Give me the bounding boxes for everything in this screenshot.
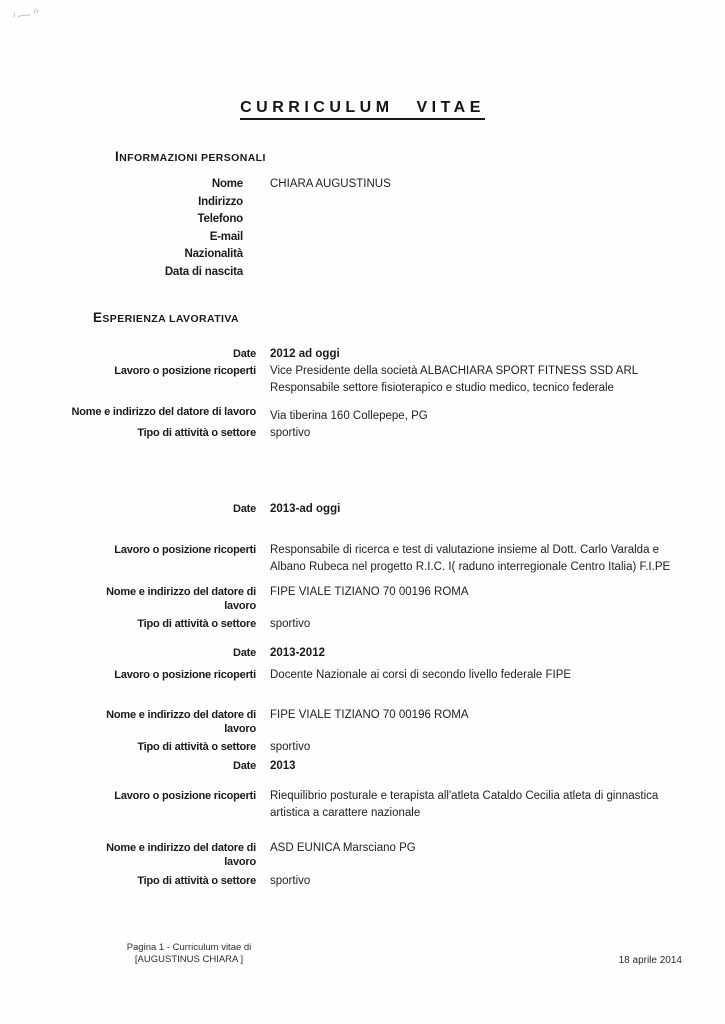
employer-row <box>0 404 725 425</box>
sector-row <box>0 425 725 442</box>
role-value-line: Vice Presidente della società ALBACHIARA SPORT FITNESS SSD ARL <box>270 365 639 377</box>
date-value: 2012 ad oggi <box>270 348 340 360</box>
section-heading-esperienza-lavorativa: ESPERIENZA LAVORATIVA <box>93 310 239 325</box>
sector-value: sportivo <box>270 427 311 439</box>
field-label-nazionalita: Nazionalità <box>184 248 243 261</box>
role-value <box>256 542 725 576</box>
sector-row <box>0 873 725 890</box>
employer-label: Nome e indirizzo del datore di lavoro <box>106 842 256 868</box>
role-row <box>0 363 725 397</box>
date-row <box>0 758 725 775</box>
personal-field-row <box>0 195 725 213</box>
role-value-line: artistica a carattere nazionale <box>270 807 421 819</box>
page-title <box>0 99 725 120</box>
employer-value: FIPE VIALE TIZIANO 70 00196 ROMA <box>270 586 469 598</box>
date-row <box>0 645 725 662</box>
employer-value: FIPE VIALE TIZIANO 70 00196 ROMA <box>270 709 469 721</box>
field-label-telefono: Telefono <box>197 213 243 226</box>
role-value-line: Responsabile di ricerca e test di valutazione insieme al Dott. Carlo Varalda e <box>270 544 660 556</box>
role-value <box>256 667 725 684</box>
role-value-line: Albano Rubeca nel progetto R.I.C. I( raduno interregionale Centro Italia) F.I.PE <box>270 561 671 573</box>
role-label: Lavoro o posizione ricoperti <box>114 365 256 377</box>
field-label-nome: Nome <box>211 178 243 190</box>
date-label: Date <box>232 348 256 360</box>
sector-label: Tipo di attività o settore <box>137 618 256 630</box>
employer-row <box>0 840 725 869</box>
sector-label: Tipo di attività o settore <box>137 427 256 439</box>
field-value-indirizzo <box>243 195 270 213</box>
personal-field-row <box>0 265 725 283</box>
footer-page-info-line2: [AUGUSTINUS CHIARA ] <box>134 953 244 965</box>
date-label: Date <box>232 760 256 772</box>
footer-date: 18 aprile 2014 <box>618 955 682 966</box>
field-value-telefono <box>243 212 270 230</box>
employer-value: Via tiberina 160 Collepepe, PG <box>270 410 428 422</box>
role-row <box>0 542 725 576</box>
date-row <box>0 346 725 363</box>
date-value: 2013-ad oggi <box>270 503 341 515</box>
employer-row <box>0 707 725 736</box>
field-label-indirizzo: Indirizzo <box>198 195 243 208</box>
personal-field-row <box>0 212 725 230</box>
employer-label: Nome e indirizzo del datore di lavoro <box>71 406 256 418</box>
sector-row <box>0 616 725 633</box>
field-label-email: E-mail <box>209 230 243 243</box>
personal-info-block <box>0 177 725 283</box>
experience-entry-3 <box>0 645 725 756</box>
field-value-data-di-nascita <box>243 265 270 283</box>
pen-mark <box>10 6 64 26</box>
role-row <box>0 788 725 822</box>
date-value: 2013 <box>270 760 296 772</box>
role-label: Lavoro o posizione ricoperti <box>114 790 256 802</box>
experience-entry-1 <box>0 346 725 442</box>
sector-value: sportivo <box>270 875 311 887</box>
employer-label: Nome e indirizzo del datore di lavoro <box>106 709 256 735</box>
field-value-nazionalita <box>243 247 270 265</box>
role-label: Lavoro o posizione ricoperti <box>114 669 256 681</box>
sector-value: sportivo <box>270 741 311 753</box>
field-value-nome: CHIARA AUGUSTINUS <box>270 178 391 190</box>
personal-field-row <box>0 177 725 195</box>
employer-row <box>0 584 725 613</box>
field-label-data-di-nascita: Data di nascita <box>164 265 243 278</box>
experience-entry-2 <box>0 501 725 633</box>
personal-field-row <box>0 230 725 248</box>
role-value-line: Responsabile settore fisioterapico e studio medico, tecnico federale <box>270 382 614 394</box>
role-value-line: Docente Nazionale ai corsi di secondo livello federale FIPE <box>270 669 572 681</box>
footer-page-info-line1: Pagina 1 - Curriculum vitae di <box>126 942 252 953</box>
employer-label: Nome e indirizzo del datore di lavoro <box>106 586 256 612</box>
date-label: Date <box>232 503 256 515</box>
experience-entry-4 <box>0 758 725 890</box>
page-title-text: CURRICULUM VITAE <box>240 99 485 120</box>
footer-page-info <box>103 942 275 965</box>
sector-value: sportivo <box>270 618 311 630</box>
sector-label: Tipo di attività o settore <box>137 741 256 753</box>
date-row <box>0 501 725 518</box>
role-value <box>256 363 725 397</box>
section-heading-informazioni-personali: INFORMAZIONI PERSONALI <box>115 149 266 164</box>
role-value <box>256 788 725 822</box>
employer-value: ASD EUNICA Marsciano PG <box>270 842 416 854</box>
sector-label: Tipo di attività o settore <box>137 875 256 887</box>
role-label: Lavoro o posizione ricoperti <box>114 544 256 556</box>
role-value-line: Riequilibrio posturale e terapista all'atleta Cataldo Cecilia atleta di ginnastica <box>270 790 659 802</box>
sector-row <box>0 739 725 756</box>
date-value: 2013-2012 <box>270 647 325 659</box>
field-value-email <box>243 230 270 248</box>
role-row <box>0 667 725 684</box>
date-label: Date <box>232 647 256 659</box>
personal-field-row <box>0 247 725 265</box>
